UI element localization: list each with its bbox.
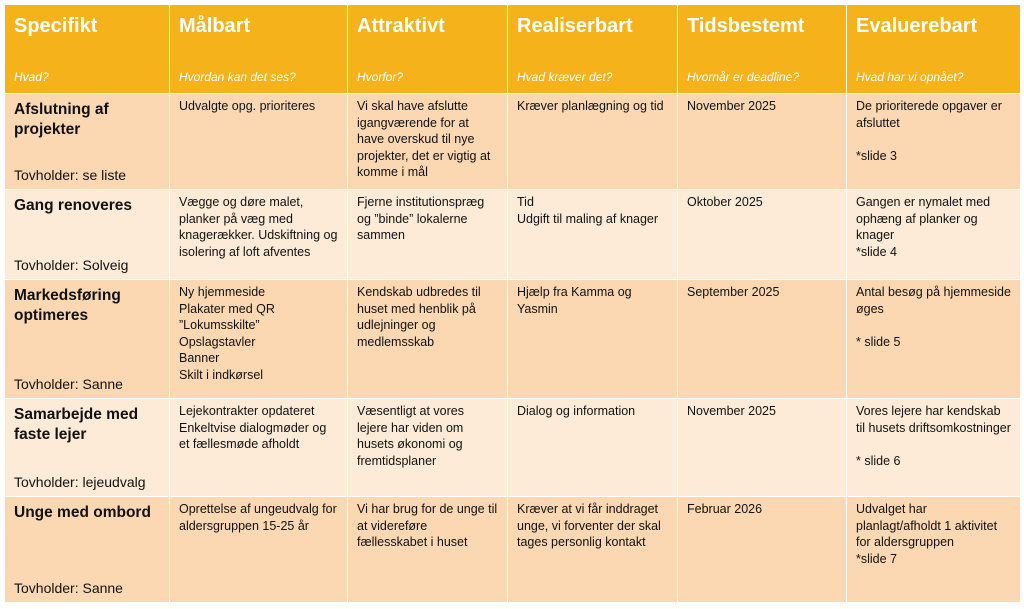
evaluerebart-cell (847, 280, 1021, 399)
goal-owner: Tovholder: lejeudvalg (14, 473, 146, 490)
header-subtitle: Hvornår er deadline? (687, 70, 800, 84)
realiserbart-cell: Hjælp fra Kamma og Yasmin (508, 280, 678, 399)
slide-reference: * slide 6 (856, 453, 901, 468)
header-subtitle: Hvad kræver det? (517, 70, 613, 84)
header-realiserbart (508, 5, 678, 94)
evaluerebart-cell (847, 190, 1021, 280)
attraktivt-cell: Vi har brug for de unge til at videreføre fællesskabet i huset (348, 497, 508, 603)
evaluerebart-cell (847, 94, 1021, 190)
goal-title: Unge med ombord (14, 504, 151, 521)
realiserbart-line: Udgift til maling af knager (517, 211, 659, 226)
attraktivt-cell: Fjerne institutionspræg og ”binde” lokalerne sammen (348, 190, 508, 280)
goal-title: Gang renoveres (14, 197, 133, 214)
goal-cell (5, 280, 170, 399)
tidsbestemt-cell: November 2025 (678, 399, 847, 497)
goal-cell (5, 399, 170, 497)
tidsbestemt-cell: Februar 2026 (678, 497, 847, 603)
malbart-line: ”Lokumsskilte” (179, 318, 260, 332)
malbart-line: Opslagstavler (179, 334, 256, 349)
table-row (5, 280, 1021, 399)
slide-reference: * slide 5 (856, 334, 901, 349)
evaluation-text: Antal besøg på hjemmeside øges (856, 285, 1011, 316)
goal-cell (5, 497, 170, 603)
evaluation-text: Vores lejere har kendskab til husets driftsomkostninger (856, 404, 1011, 435)
header-subtitle: Hvad har vi opnået? (856, 70, 964, 84)
goal-title: Afslutning af projekter (14, 101, 109, 138)
tidsbestemt-cell: Oktober 2025 (678, 190, 847, 280)
table-row (5, 497, 1021, 603)
realiserbart-line: Tid (517, 195, 534, 209)
table-row (5, 190, 1021, 280)
malbart-line: Banner (179, 351, 220, 365)
malbart-cell (170, 399, 348, 497)
slide-reference: *slide 7 (856, 551, 897, 566)
slide-reference: *slide 4 (856, 244, 897, 259)
evaluerebart-cell (847, 399, 1021, 497)
malbart-line: Enkeltvise dialogmøder og et fællesmøde afholdt (179, 420, 327, 451)
header-title: Tidsbestemt (687, 15, 805, 37)
table-header (5, 5, 1021, 94)
attraktivt-cell: Vi skal have afslutte igangværende for at have overskud til nye projekter, det er vigtig at komme i mål (348, 94, 508, 190)
tidsbestemt-cell: November 2025 (678, 94, 847, 190)
malbart-cell (170, 280, 348, 399)
header-attraktivt (348, 5, 508, 94)
malbart-line: Plakater med QR (179, 301, 275, 316)
evaluation-text: Gangen er nymalet med ophæng af planker og knager (856, 195, 991, 242)
tidsbestemt-cell: September 2025 (678, 280, 847, 399)
header-subtitle: Hvordan kan det ses? (179, 70, 296, 84)
malbart-cell: Udvalgte opg. prioriteres (170, 94, 348, 190)
goal-cell (5, 190, 170, 280)
malbart-line: Lejekontrakter opdateret (179, 404, 315, 418)
evaluerebart-cell (847, 497, 1021, 603)
malbart-cell: Vægge og døre malet, planker på væg med knagerækker. Udskiftning og isolering af loft afventes (170, 190, 348, 280)
goal-title: Samarbejde med faste lejer (14, 406, 139, 443)
goal-owner: Tovholder: Sanne (14, 579, 123, 596)
realiserbart-cell: Kræver at vi får inddraget unge, vi forventer der skal tages personlig kontakt (508, 497, 678, 603)
attraktivt-cell: Kendskab udbredes til huset med henblik på udlejninger og medlemsskab (348, 280, 508, 399)
table-row (5, 399, 1021, 497)
malbart-cell: Oprettelse af ungeudvalg for aldersgruppen 15-25 år (170, 497, 348, 603)
slide-reference: *slide 3 (856, 148, 897, 163)
goal-owner: Tovholder: se liste (14, 166, 127, 183)
evaluation-text: De prioriterede opgaver er afsluttet (856, 99, 1002, 130)
goal-owner: Tovholder: Sanne (14, 375, 123, 392)
header-subtitle: Hvad? (14, 70, 49, 84)
header-title: Realiserbart (517, 15, 633, 37)
header-title: Attraktivt (357, 15, 445, 37)
realiserbart-cell: Dialog og information (508, 399, 678, 497)
goal-title: Markedsføring optimeres (14, 287, 121, 324)
header-subtitle: Hvorfor? (357, 70, 404, 84)
malbart-line: Ny hjemmeside (179, 285, 266, 299)
realiserbart-cell (508, 190, 678, 280)
goal-owner: Tovholder: Solveig (14, 256, 129, 273)
header-tidsbestemt (678, 5, 847, 94)
header-title: Evaluerebart (856, 15, 978, 37)
goal-cell (5, 94, 170, 190)
attraktivt-cell: Væsentligt at vores lejere har viden om husets økonomi og fremtidsplaner (348, 399, 508, 497)
header-specifikt (5, 5, 170, 94)
header-malbart (170, 5, 348, 94)
realiserbart-cell: Kræver planlægning og tid (508, 94, 678, 190)
smart-table (4, 4, 1021, 603)
table-row (5, 94, 1021, 190)
malbart-line: Skilt i indkørsel (179, 367, 264, 382)
evaluation-text: Udvalget har planlagt/afholdt 1 aktivitet for aldersgruppen (856, 502, 998, 549)
header-title: Målbart (179, 15, 251, 37)
header-evaluerebart (847, 5, 1021, 94)
header-title: Specifikt (14, 15, 98, 37)
